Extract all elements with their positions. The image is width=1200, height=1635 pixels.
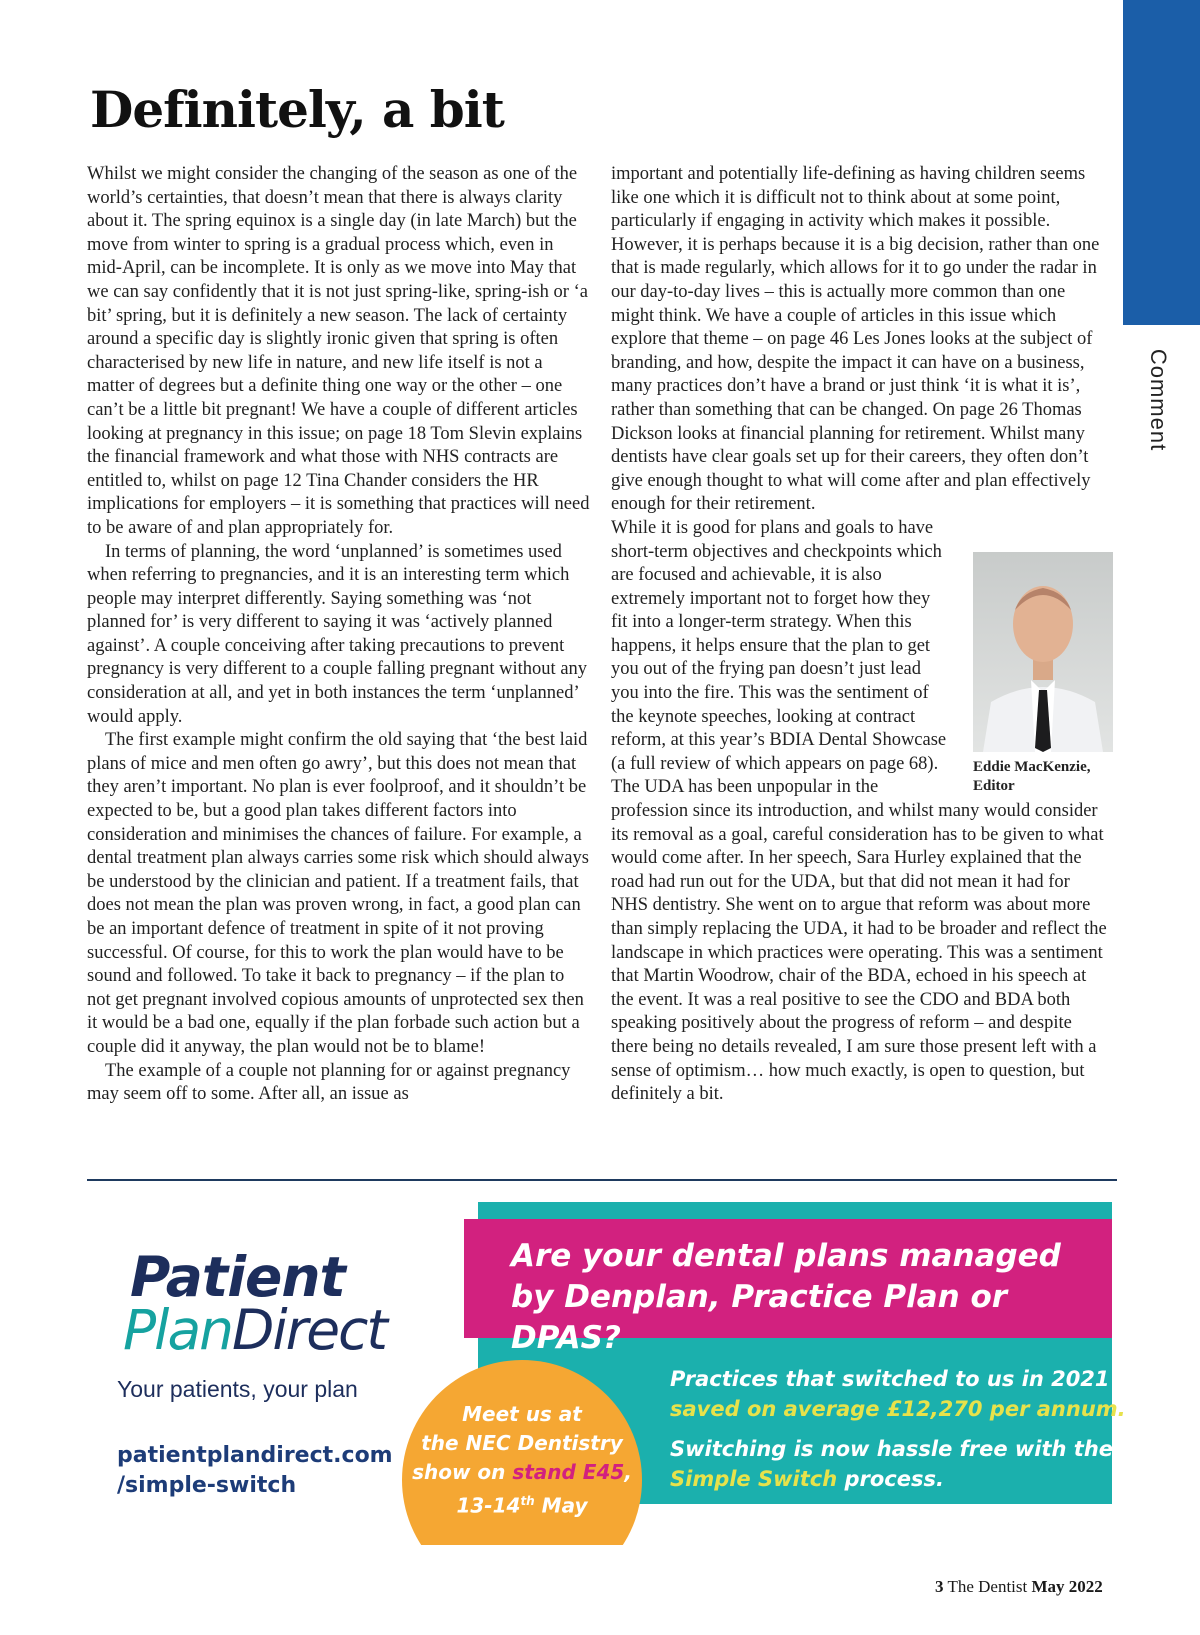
page-number: 3 — [935, 1577, 944, 1596]
brand-logo-line-1: Patient — [130, 1245, 345, 1309]
article-column-1 — [87, 163, 590, 1107]
editor-photo-block — [973, 552, 1113, 796]
ad-url[interactable] — [117, 1441, 393, 1501]
event-text — [402, 1400, 642, 1521]
event-dates-suffix: th — [520, 1494, 535, 1508]
ad-switch-line-2 — [670, 1464, 944, 1494]
ad-url-line-2[interactable]: /simple-switch — [117, 1473, 297, 1498]
paragraph: In terms of planning, the word ‘unplanned’ is sometimes used when referring to pregnancies, and it is an interesting term which people may interpret differently. Saying something was ‘not planned for’ is very different to saying it was ‘actively planned against’. A couple conceiving after taking precautions to prevent pregnancy is very different to a couple falling pregnant without any consideration at all, and yet in both instances the term ‘unplanned’ would apply. — [87, 541, 588, 727]
ad-url-line-1[interactable]: patientplandirect.com — [117, 1443, 393, 1468]
headline: Definitely, a bit — [90, 80, 504, 139]
paragraph: Whilst we might consider the changing of the season as one of the world’s certainties, that doesn’t mean that there is always clarity about it. The spring equinox is a single day (in late March) but the move from winter to spring is a gradual process which, even in mid-April, can be incomplete. It is only as we move into May that we can say confidently that it is not just spring-like, spring-ish or ‘a bit’ spring, but it is definitely a new season. The lack of certainty around a specific day is slightly ironic given that spring is often characterised by new life in nature, and new life itself is not a matter of degrees but a definite thing one way or the other – one can’t be a little bit pregnant! We have a couple of different articles looking at pregnancy in this issue; on page 18 Tom Slevin explains the financial framework and what those with NHS contracts are entitled to, whilst on page 12 Tina Chander considers the HR implications for employers – it is something that practices will need to be aware of and plan appropriately for. — [87, 164, 590, 538]
ad-stat-line-1: Practices that switched to us in 2021 — [670, 1367, 1110, 1391]
event-line-3-text: show on — [412, 1460, 513, 1484]
ad-stat-line-2: saved on average £12,270 per annum. — [670, 1397, 1126, 1421]
brand-plan: Plan — [123, 1298, 233, 1362]
event-dates: 13-14 — [456, 1493, 521, 1518]
event-comma: , — [624, 1460, 632, 1484]
editor-caption — [973, 758, 1113, 796]
ad-switch-line-1: Switching is now hassle free with the — [670, 1437, 1114, 1461]
section-tab-block — [1123, 0, 1200, 325]
simple-switch-highlight: Simple Switch — [670, 1467, 838, 1491]
brand-tagline: Your patients, your plan — [117, 1376, 358, 1402]
switch-line-end: process. — [837, 1467, 944, 1491]
event-line-4 — [402, 1487, 642, 1521]
paragraph: The first example might confirm the old saying that ‘the best laid plans of mice and men often go awry’, but this does not mean that they aren’t important. No plan is ever foolproof, and it shouldn’t be expected to be, but a good plan takes different factors into consideration and minimises the chances of failure. For example, a dental treatment plan always carries some risk which should always be understood by the clinician and patient. If a treatment fails, that does not mean the plan was proven wrong, in fact, a good plan can be an important defence of treatment in spite of it not proving successful. Of course, for this to work the plan would have to be sound and followed. To take it back to pregnancy – if the plan to not get pregnant involved copious amounts of unprotected sex then it would be a bad one, equally if the plan forbade such action but a couple did it anyway, the plan would not be to blame! — [87, 730, 589, 1057]
issue-date: May 2022 — [1031, 1577, 1103, 1596]
event-month: May — [534, 1493, 588, 1518]
paragraph: important and potentially life-defining as having children seems like one which it is difficult not to think about at some point, particularly if engaging in activity which makes it possible. However, it is perhaps because it is a big decision, rather than one that is made regularly, which allows for it to go under the radar in our day-to-day lives – this is actually more common than one might think. We have a couple of articles in this issue which explore that theme – on page 46 Les Jones looks at the subject of branding, and how, despite the impact it can have on a business, many practices don’t have a brand or just think ‘it is what it is’, rather than something that can be changed. On page 26 Thomas Dickson looks at financial planning for retirement. Whilst many dentists have clear goals set up for their careers, they often don’t give enough thought to what will come after and plan effectively enough for their retirement. — [611, 164, 1100, 515]
event-line-3 — [402, 1458, 642, 1487]
page-footer — [935, 1577, 1103, 1597]
event-line-1: Meet us at — [462, 1402, 582, 1426]
section-divider — [87, 1179, 1117, 1181]
section-label: Comment — [1146, 348, 1171, 452]
brand-direct: Direct — [232, 1298, 386, 1362]
brand-logo-line-2 — [123, 1298, 386, 1362]
ad-headline: Are your dental plans managed by Denplan, Practice Plan or DPAS? — [511, 1238, 1061, 1356]
article-column-2 — [611, 163, 1111, 1107]
paragraph: While it is good for plans and goals to have short-term objectives and checkpoints which are focused and achievable, it is also extremely important not to forget how they fit into a longer-term strategy. When this happens, it helps ensure that the plan to get you out of the frying pan doesn’t just lead you into the fire. This was the sentiment of the keynote speeches, looking at contract reform, at this year’s BDIA Dental Showcase (a full review of which appears on page 68). The UDA has been unpopular in the profession since its introduction, and whilst many would consider its removal as a goal, careful consideration has to be given to what would come after. In her speech, Sara Hurley explained that the road had run out for the UDA, but that did not mean it had for NHS dentistry. She went on to argue that reform was about more than simply replacing the UDA, it had to be broader and reflect the landscape in which practices were operating. This was a sentiment that Martin Woodrow, chair of the BDA, echoed in his speech at the event. It was a real positive to see the CDO and BDA both speaking positively about the progress of reform – and despite there being no details revealed, I am sure those present left with a sense of optimism… how much exactly, is open to question, but definitely a bit. — [611, 517, 1107, 1105]
editor-portrait-icon — [973, 552, 1113, 752]
event-line-2: the NEC Dentistry — [421, 1431, 623, 1455]
editor-photo — [973, 552, 1113, 752]
event-stand: stand E45 — [512, 1460, 625, 1484]
editor-name: Eddie MacKenzie, — [973, 758, 1091, 775]
editor-role: Editor — [973, 777, 1015, 794]
paragraph: The example of a couple not planning for or against pregnancy may seem off to some. After all, an issue as — [87, 1060, 571, 1105]
publication-name: The Dentist — [947, 1577, 1028, 1596]
